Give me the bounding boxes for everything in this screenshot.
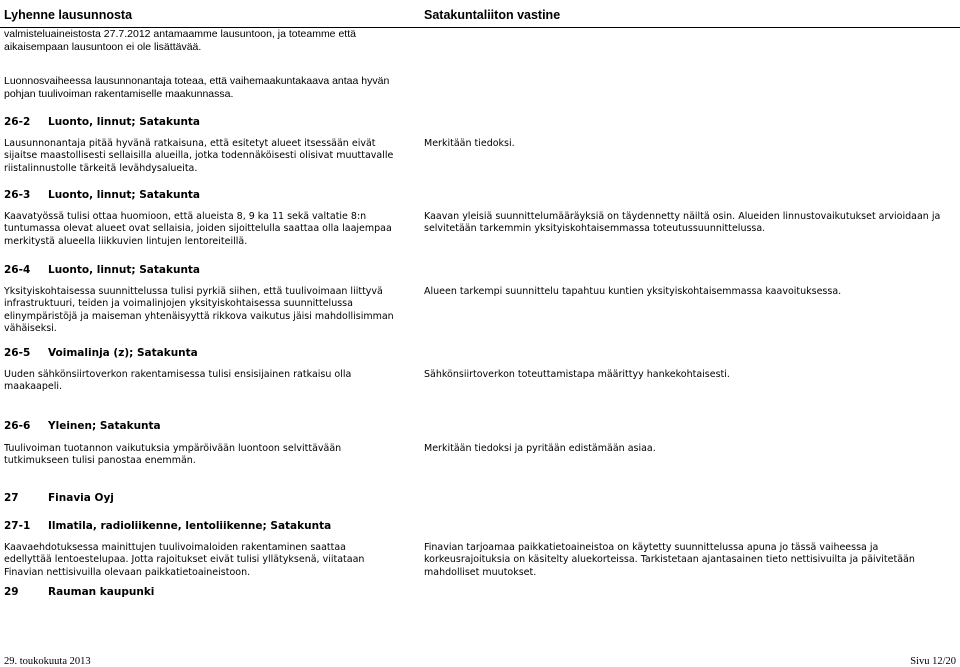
section-heading-26-5 [4, 347, 198, 359]
section-number: 27-1 [4, 520, 31, 532]
section-title: Yleinen; Satakunta [48, 420, 161, 432]
section-heading-26-4 [4, 264, 200, 276]
footer-date: 29. toukokuuta 2013 [4, 656, 91, 667]
section-statement-26-6: Tuulivoiman tuotannon vaikutuksia ympäröivään luontoon selvittävään tutkimukseen tulisi panostaa enemmän. [4, 443, 342, 467]
section-number: 26-4 [4, 264, 31, 276]
section-title: Luonto, linnut; Satakunta [48, 116, 201, 128]
section-title: Luonto, linnut; Satakunta [48, 264, 201, 276]
section-heading-27 [4, 492, 114, 504]
section-number: 26-5 [4, 347, 31, 359]
left-column-title: Lyhenne lausunnosta [4, 8, 133, 22]
right-column-title: Satakuntaliiton vastine [424, 8, 561, 22]
section-title: Luonto, linnut; Satakunta [48, 189, 201, 201]
section-number: 26-3 [4, 189, 31, 201]
section-title: Finavia Oyj [48, 492, 114, 504]
section-response-26-5: Sähkönsiirtoverkon toteuttamistapa määrittyy hankekohtaisesti. [424, 369, 730, 380]
section-response-26-6: Merkitään tiedoksi ja pyritään edistämään asiaa. [424, 443, 656, 454]
section-heading-27-1 [4, 520, 331, 532]
section-number: 26-6 [4, 420, 31, 432]
section-statement-26-3: Kaavatyössä tulisi ottaa huomioon, että alueista 8, 9 ka 11 sekä valtatie 8:n tuntumassa olevat alueet ovat sellaisia, joiden sijoittelulla saattaa olla laajempaa merkitystä alueella liikkuvien lintujen lentoreiteillä. [4, 211, 392, 247]
section-heading-26-2 [4, 116, 200, 128]
section-response-26-3: Kaavan yleisiä suunnittelumääräyksiä on täydennetty näiltä osin. Alueiden linnustovaikutukset arvioidaan ja selvitetään tarkemmin yksityiskohtaisemmassa toteutussuunnittelussa. [424, 211, 941, 235]
section-heading-26-3 [4, 189, 200, 201]
section-statement-27-1: Kaavaehdotuksessa mainittujen tuulivoimaloiden rakentaminen saattaa edellyttää lentoestelupaa. Jotta rajoitukset eivät tulisi yllätyksenä, viitataan Finavian nettisivuilla olevaan paikkatietoaineistoon. [4, 542, 365, 578]
intro-paragraph-1: valmisteluaineistosta 27.7.2012 antamaamme lausuntoon, ja toteamme että aikaisempaan lausuntoon ei ole lisättävää. [4, 28, 356, 53]
section-title: Ilmatila, radioliikenne, lentoliikenne; Satakunta [48, 520, 332, 532]
section-response-27-1: Finavian tarjoamaa paikkatietoaineistoa on käytetty suunnittelussa apuna jo tässä vaiheessa ja korkeusrajoituksia on käsitelty aluekorteissa. Tarkistetaan ajantasainen tieto nettisivuilta ja päivitetään mahdolliset muutokset. [424, 542, 915, 578]
footer-page-number: Sivu 12/20 [910, 656, 956, 667]
section-title: Voimalinja (z); Satakunta [48, 347, 198, 359]
section-statement-26-2: Lausunnonantaja pitää hyvänä ratkaisuna, että esitetyt alueet itsessään eivät sijaitse maastollisesti sellaisilla alueilla, jotka todennäköisesti olisivat muuttavalle riistalinnustolle tärkeitä levähdysalueita. [4, 138, 394, 174]
section-title: Rauman kaupunki [48, 586, 155, 598]
section-number: 29 [4, 586, 19, 598]
section-response-26-2: Merkitään tiedoksi. [424, 138, 515, 149]
section-response-26-4: Alueen tarkempi suunnittelu tapahtuu kuntien yksityiskohtaisemmassa kaavoituksessa. [424, 286, 842, 297]
intro-paragraph-2: Luonnosvaiheessa lausunnonantaja toteaa, että vaihemaakuntakaava antaa hyvän pohjan tuulivoiman rakentamiselle maakunnassa. [4, 75, 390, 100]
section-number: 27 [4, 492, 19, 504]
section-statement-26-5: Uuden sähkönsiirtoverkon rakentamisessa tulisi ensisijainen ratkaisu olla maakaapeli. [4, 369, 352, 393]
section-heading-26-6 [4, 420, 161, 432]
section-number: 26-2 [4, 116, 31, 128]
section-heading-29 [4, 586, 154, 598]
section-statement-26-4: Yksityiskohtaisessa suunnittelussa tulisi pyrkiä siihen, että tuulivoimaan liittyvä infrastruktuuri, teiden ja voimalinjojen yksityiskohtaisessa suunnittelussa elinympäristöjä ja maiseman yhtenäisyyttä rikkova vaikutus jäisi mahdollisimman vähäiseksi. [4, 286, 394, 335]
